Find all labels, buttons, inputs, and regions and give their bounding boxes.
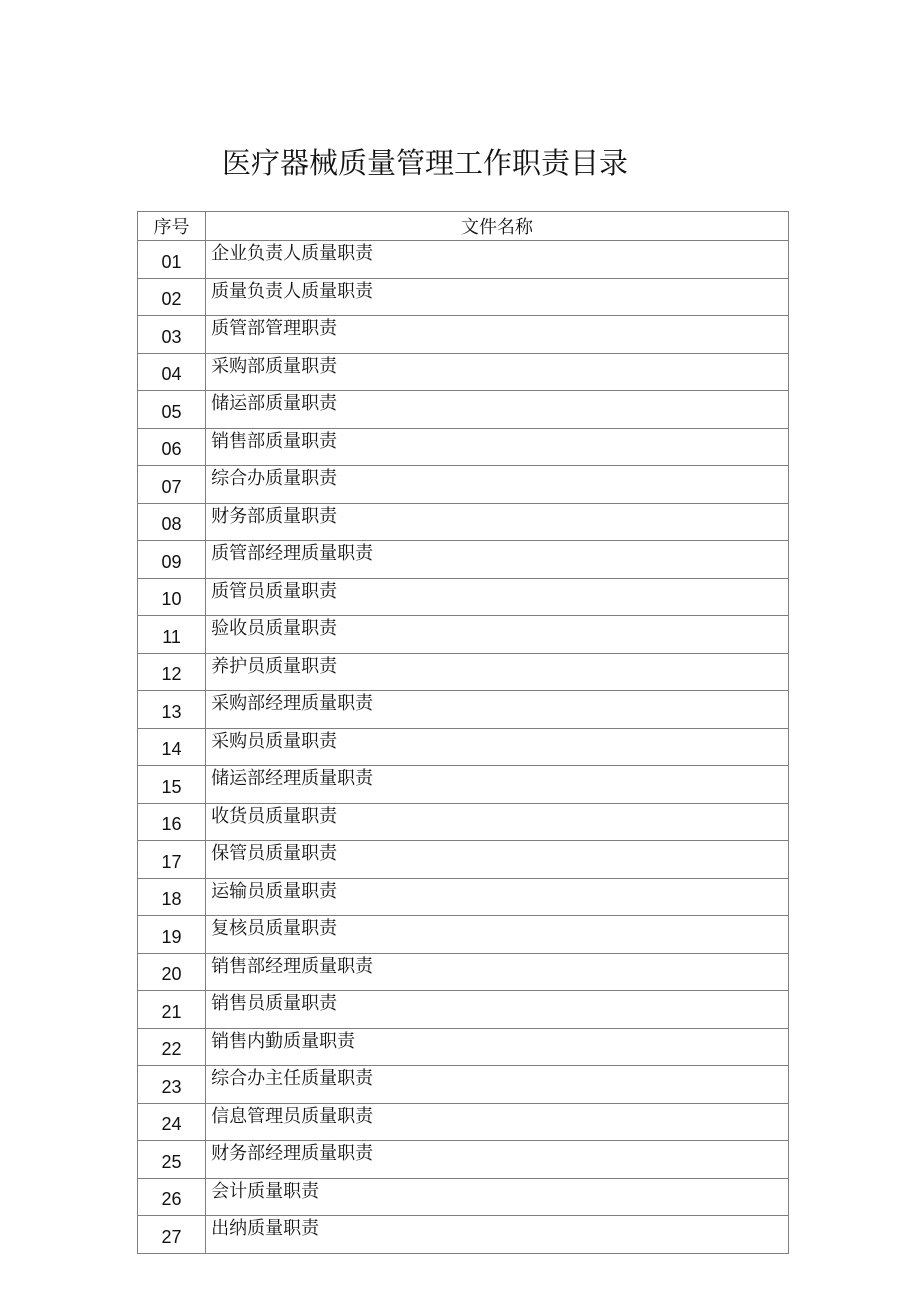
document-name: 采购部经理质量职责 bbox=[206, 691, 789, 729]
table-row bbox=[138, 841, 789, 879]
row-number: 08 bbox=[138, 503, 206, 541]
table-row bbox=[138, 466, 789, 504]
row-number: 01 bbox=[138, 241, 206, 279]
document-name: 储运部质量职责 bbox=[206, 391, 789, 429]
row-number: 05 bbox=[138, 391, 206, 429]
row-number: 04 bbox=[138, 353, 206, 391]
row-number: 16 bbox=[138, 803, 206, 841]
document-name: 出纳质量职责 bbox=[206, 1216, 789, 1254]
table-row bbox=[138, 241, 789, 279]
row-number: 13 bbox=[138, 691, 206, 729]
table-row bbox=[138, 353, 789, 391]
row-number: 18 bbox=[138, 878, 206, 916]
row-number: 03 bbox=[138, 316, 206, 354]
table-row bbox=[138, 653, 789, 691]
table-row bbox=[138, 991, 789, 1029]
document-name: 销售部经理质量职责 bbox=[206, 953, 789, 991]
document-name: 会计质量职责 bbox=[206, 1178, 789, 1216]
column-header-name: 文件名称 bbox=[206, 212, 789, 241]
row-number: 25 bbox=[138, 1141, 206, 1179]
document-name: 运输员质量职责 bbox=[206, 878, 789, 916]
table-row bbox=[138, 953, 789, 991]
row-number: 23 bbox=[138, 1066, 206, 1104]
table-row bbox=[138, 766, 789, 804]
document-name: 质管部管理职责 bbox=[206, 316, 789, 354]
row-number: 11 bbox=[138, 616, 206, 654]
table-row bbox=[138, 1141, 789, 1179]
document-name: 质量负责人质量职责 bbox=[206, 278, 789, 316]
document-name: 储运部经理质量职责 bbox=[206, 766, 789, 804]
row-number: 02 bbox=[138, 278, 206, 316]
table-row bbox=[138, 691, 789, 729]
table-row bbox=[138, 878, 789, 916]
table-row bbox=[138, 1216, 789, 1254]
document-name: 复核员质量职责 bbox=[206, 916, 789, 954]
row-number: 14 bbox=[138, 728, 206, 766]
document-name: 采购员质量职责 bbox=[206, 728, 789, 766]
row-number: 12 bbox=[138, 653, 206, 691]
table-row bbox=[138, 1028, 789, 1066]
table-row bbox=[138, 503, 789, 541]
table-header-row bbox=[138, 212, 789, 241]
document-name: 信息管理员质量职责 bbox=[206, 1103, 789, 1141]
document-name: 养护员质量职责 bbox=[206, 653, 789, 691]
row-number: 15 bbox=[138, 766, 206, 804]
row-number: 10 bbox=[138, 578, 206, 616]
row-number: 27 bbox=[138, 1216, 206, 1254]
document-name: 验收员质量职责 bbox=[206, 616, 789, 654]
table-row bbox=[138, 316, 789, 354]
table-row bbox=[138, 616, 789, 654]
table-row bbox=[138, 391, 789, 429]
document-name: 质管员质量职责 bbox=[206, 578, 789, 616]
row-number: 06 bbox=[138, 428, 206, 466]
column-header-no: 序号 bbox=[138, 212, 206, 241]
document-name: 企业负责人质量职责 bbox=[206, 241, 789, 279]
document-name: 质管部经理质量职责 bbox=[206, 541, 789, 579]
table-row bbox=[138, 1178, 789, 1216]
page-title: 医疗器械质量管理工作职责目录 bbox=[222, 146, 629, 181]
table-body bbox=[138, 241, 789, 1254]
document-name: 销售内勤质量职责 bbox=[206, 1028, 789, 1066]
table-row bbox=[138, 278, 789, 316]
row-number: 19 bbox=[138, 916, 206, 954]
row-number: 07 bbox=[138, 466, 206, 504]
table-row bbox=[138, 1103, 789, 1141]
row-number: 24 bbox=[138, 1103, 206, 1141]
toc-table bbox=[137, 211, 789, 1254]
row-number: 22 bbox=[138, 1028, 206, 1066]
row-number: 17 bbox=[138, 841, 206, 879]
table-row bbox=[138, 803, 789, 841]
document-name: 收货员质量职责 bbox=[206, 803, 789, 841]
document-name: 综合办质量职责 bbox=[206, 466, 789, 504]
document-name: 销售员质量职责 bbox=[206, 991, 789, 1029]
document-name: 采购部质量职责 bbox=[206, 353, 789, 391]
document-name: 综合办主任质量职责 bbox=[206, 1066, 789, 1104]
table-row bbox=[138, 428, 789, 466]
row-number: 26 bbox=[138, 1178, 206, 1216]
document-name: 财务部质量职责 bbox=[206, 503, 789, 541]
document-name: 保管员质量职责 bbox=[206, 841, 789, 879]
table-row bbox=[138, 728, 789, 766]
document-name: 财务部经理质量职责 bbox=[206, 1141, 789, 1179]
row-number: 20 bbox=[138, 953, 206, 991]
table-row bbox=[138, 578, 789, 616]
table-row bbox=[138, 1066, 789, 1104]
document-name: 销售部质量职责 bbox=[206, 428, 789, 466]
row-number: 09 bbox=[138, 541, 206, 579]
row-number: 21 bbox=[138, 991, 206, 1029]
table-row bbox=[138, 916, 789, 954]
table-row bbox=[138, 541, 789, 579]
